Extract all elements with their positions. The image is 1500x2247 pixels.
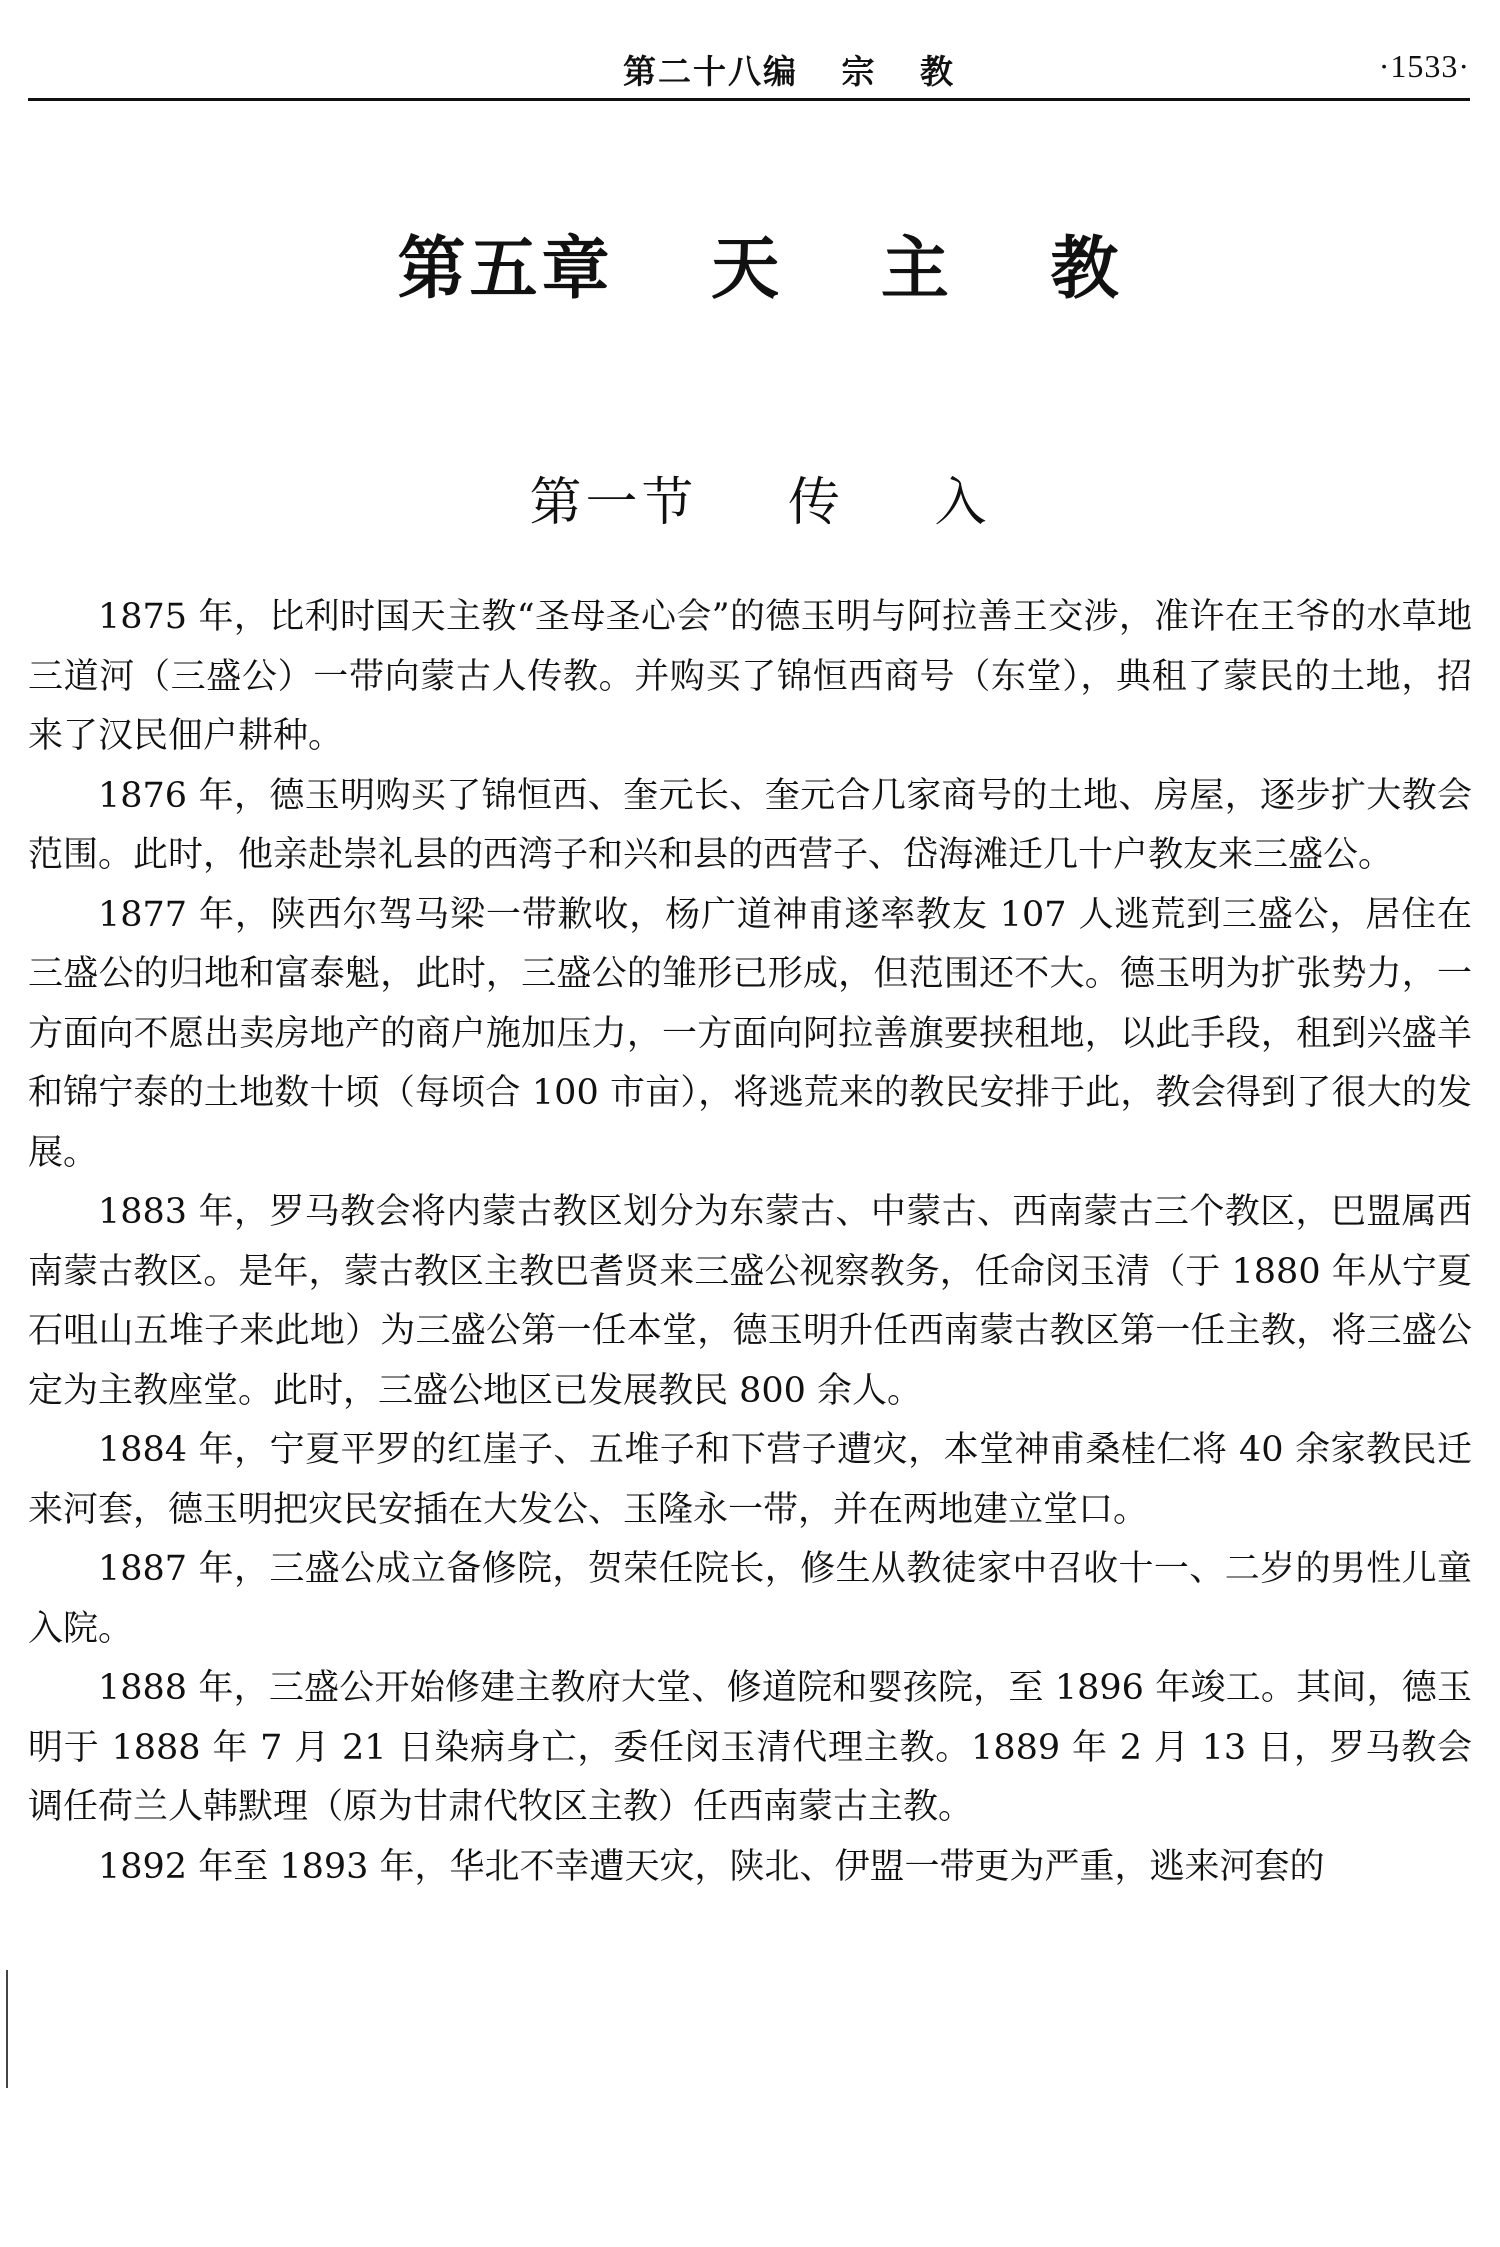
chapter-title: 第五章 天 主 教 — [397, 230, 1123, 309]
paragraph: 1875 年，比利时国天主教“圣母圣心会”的德玉明与阿拉善王交涉，准许在王爷的水草地三道河（三盛公）一带向蒙古人传教。并购买了锦恒西商号（东堂），典租了蒙民的土地，招来了汉民佃户耕种。 — [28, 597, 1472, 756]
page-number: ·1533· — [1378, 48, 1470, 84]
paragraph: 1884 年，宁夏平罗的红崖子、五堆子和下营子遭灾，本堂神甫桑桂仁将 40 余家教民迁来河套，德玉明把灾民安插在大发公、玉隆永一带，并在两地建立堂口。 — [28, 1430, 1472, 1530]
paragraph: 1887 年，三盛公成立备修院，贺荣任院长，修生从教徒家中召收十一、二岁的男性儿童入院。 — [28, 1549, 1472, 1649]
paragraph: 1876 年，德玉明购买了锦恒西、奎元长、奎元合几家商号的土地、房屋，逐步扩大教会范围。此时，他亲赴崇礼县的西湾子和兴和县的西营子、岱海滩迁几十户教友来三盛公。 — [28, 775, 1472, 875]
body-text — [28, 588, 1472, 1897]
paragraph: 1883 年，罗马教会将内蒙古教区划分为东蒙古、中蒙古、西南蒙古三个教区，巴盟属西南蒙古教区。是年，蒙古教区主教巴耆贤来三盛公视察教务，任命闵玉清（于 1880 年从宁夏石咀山五堆子来此地）为三盛公第一任本堂，德玉明升任西南蒙古教区第一任主教，将三盛公定为主教座堂。此时，三盛公地区已发展教民 800 余人。 — [28, 1192, 1472, 1411]
paragraph: 1877 年，陕西尔驾马梁一带歉收，杨广道神甫遂率教友 107 人逃荒到三盛公，居住在三盛公的归地和富泰魁，此时，三盛公的雏形已形成，但范围还不大。德玉明为扩张势力，一方面向不愿出卖房地产的商户施加压力，一方面向阿拉善旗要挟租地，以此手段，租到兴盛羊和锦宁泰的土地数十顷（每顷合 100 市亩），将逃荒来的教民安排于此，教会得到了很大的发展。 — [28, 894, 1472, 1173]
margin-scan-mark — [6, 1970, 8, 2088]
running-header-title: 第二十八编 宗 教 — [623, 52, 955, 91]
section-title: 第一节 传 入 — [529, 473, 991, 533]
paragraph: 1888 年，三盛公开始修建主教府大堂、修道院和婴孩院，至 1896 年竣工。其间，德玉明于 1888 年 7 月 21 日染病身亡，委任闵玉清代理主教。1889 年 2 月 13 日，罗马教会调任荷兰人韩默理（原为甘肃代牧区主教）任西南蒙古主教。 — [28, 1668, 1472, 1827]
paragraph: 1892 年至 1893 年，华北不幸遭天灾，陕北、伊盟一带更为严重，逃来河套的 — [98, 1846, 1325, 1887]
running-header — [28, 40, 1470, 102]
header-rule — [28, 98, 1470, 101]
